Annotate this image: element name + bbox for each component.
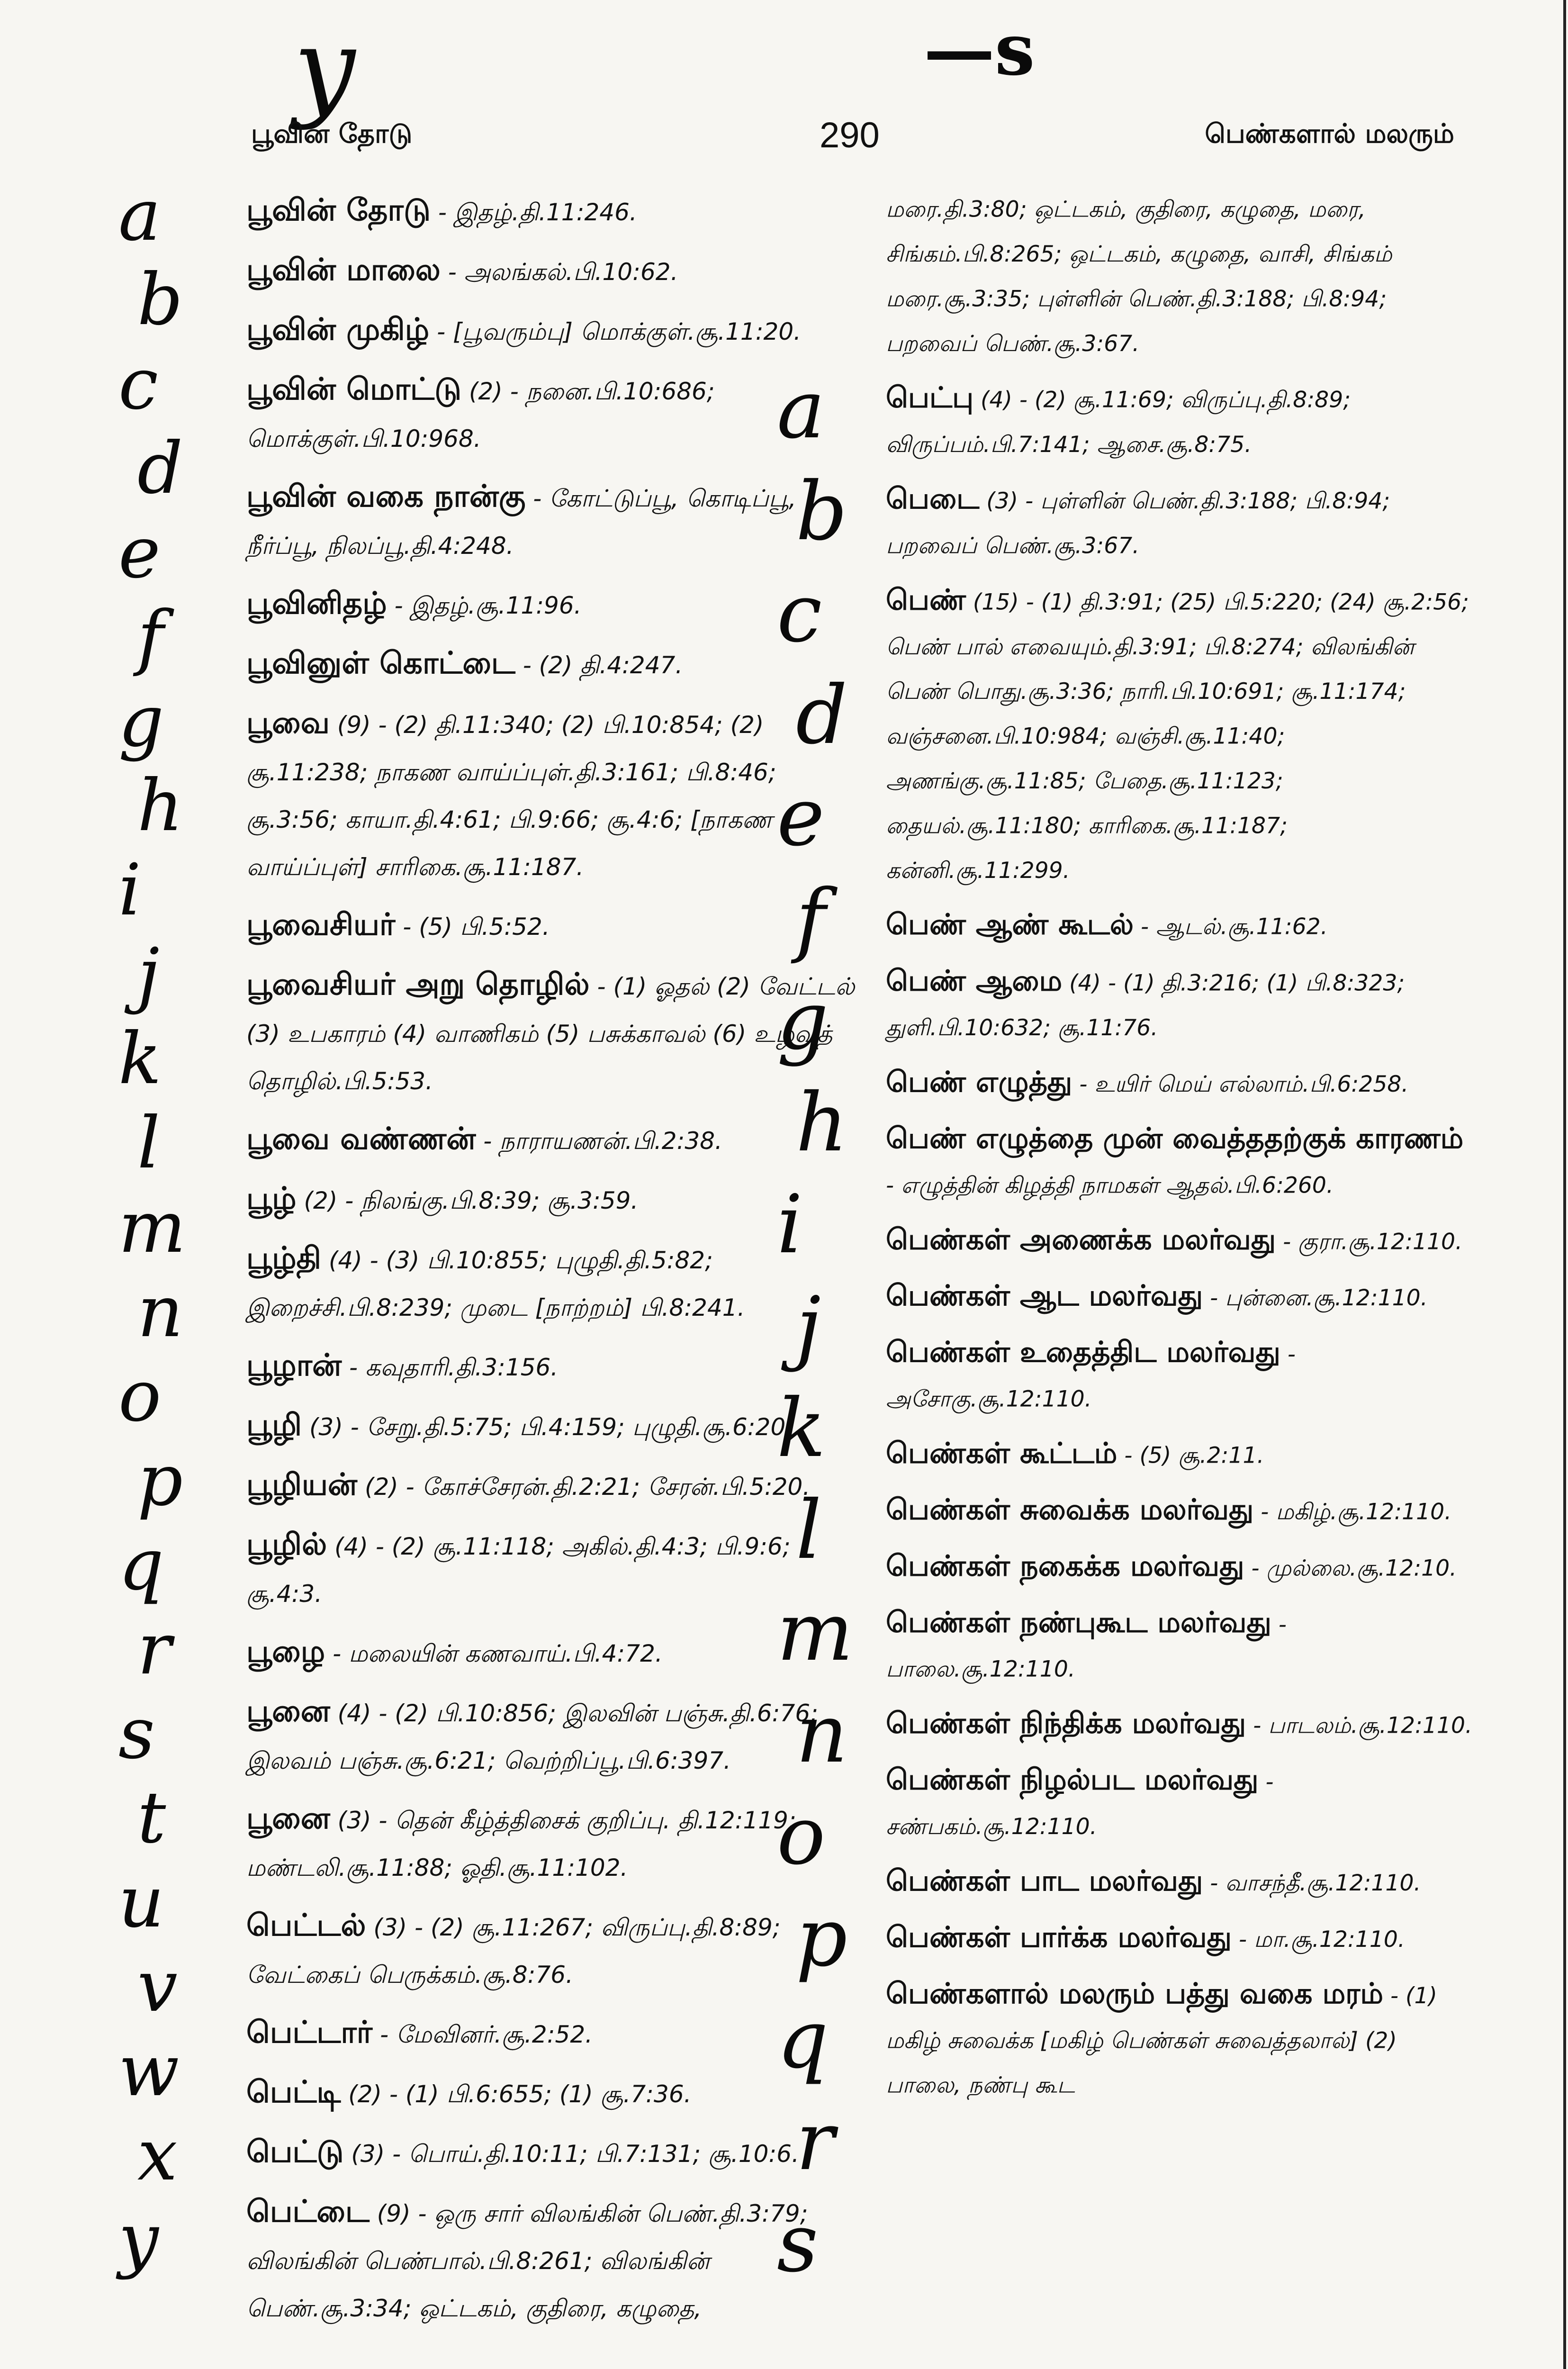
entry-headword: பெண்கள் ஆட மலர்வது <box>886 1279 1203 1313</box>
handwritten-letter: m <box>118 1186 186 1269</box>
dictionary-entry <box>886 190 1473 369</box>
handwritten-letter: i <box>118 849 141 931</box>
dictionary-entry <box>246 2191 862 2335</box>
handwritten-letter: n <box>796 1687 848 1781</box>
dictionary-entry <box>246 2012 862 2061</box>
entry-headword: பெண்களால் மலரும் பத்து வகை மரம் <box>886 1977 1384 2010</box>
entry-definition: - வாசந்தீ.சூ.12:110. <box>1203 1870 1421 1896</box>
handwritten-letter: j <box>137 933 160 1016</box>
entry-definition: (2) - (1) பி.6:655; (1) சூ.7:36. <box>341 2080 692 2108</box>
entry-definition: (2) - கோச்சேரன்.தி.2:21; சேரன்.பி.5:20. <box>357 1473 811 1501</box>
entry-headword: பெட்டல் <box>246 1908 366 1943</box>
handwritten-letter: h <box>796 1076 848 1170</box>
entry-definition: (9) - ஒரு சார் விலங்கின் பெண்.தி.3:79; விலங்கின் பெண்பால்.பி.8:261; விலங்கின் பெண்.சூ.3:34; ஒட்டகம், குதிரை, கழுதை, <box>246 2200 808 2322</box>
entry-definition: - [பூவரும்பு] மொக்குள்.சூ.11:20. <box>429 318 802 345</box>
dictionary-entry <box>886 1333 1473 1424</box>
entry-definition: (3) - புள்ளின் பெண்.தி.3:188; பி.8:94; பறவைப் பெண்.சூ.3:67. <box>886 488 1390 559</box>
dictionary-entry <box>246 1905 862 2001</box>
handwritten-letter: e <box>118 512 161 594</box>
entry-headword: பூவைசியர் <box>246 907 396 942</box>
entry-definition: - கவுதாரி.தி.3:156. <box>342 1354 559 1381</box>
page-edge-rule <box>1563 0 1566 2369</box>
entry-definition: (3) - தென் கீழ்த்திசைக் குறிப்பு. தி.12:119; மண்டலி.சூ.11:88; ஓதி.சூ.11:102. <box>246 1807 796 1881</box>
dictionary-entry <box>246 1238 862 1334</box>
entry-headword: பூவை <box>246 705 330 741</box>
dictionary-entry <box>246 309 862 358</box>
entry-headword: பூவை வண்ணன் <box>246 1121 476 1157</box>
handwritten-letter: w <box>118 2030 180 2112</box>
handwritten-letter: d <box>796 669 847 762</box>
handwritten-letter: o <box>777 1789 826 1883</box>
right-column <box>886 190 1473 2120</box>
entry-definition: - மலையின் கணவாய்.பி.4:72. <box>325 1640 663 1667</box>
handwritten-letter: g <box>777 974 829 1068</box>
entry-definition: - குரா.சூ.12:110. <box>1276 1228 1463 1255</box>
entry-definition: - மகிழ்.சூ.12:110. <box>1253 1499 1452 1525</box>
handwritten-letter: k <box>118 1018 162 1100</box>
entry-definition: (3) - (2) சூ.11:267; விருப்பு.தி.8:89; வேட்கைப் பெருக்கம்.சூ.8:76. <box>246 1914 781 1989</box>
handwritten-letter: s <box>118 1692 155 1775</box>
entry-definition: (9) - (2) தி.11:340; (2) பி.10:854; (2) சூ.11:238; நாகண வாய்ப்புள்.தி.3:161; பி.8:46; சூ.3:56; காயா.தி.4:61; பி.9:66; சூ.4:6; [நாகண வாய்ப்புள்] சாரிகை.சூ.11:187. <box>246 711 776 881</box>
dictionary-entry <box>886 378 1473 470</box>
entry-headword: பெட்பு <box>886 381 974 415</box>
dictionary-entry <box>246 476 862 572</box>
entry-definition: (4) - (2) சூ.11:118; அகில்.தி.4:3; பி.9:6; சூ.4:3. <box>246 1533 791 1608</box>
handwritten-letter: p <box>796 1891 847 1985</box>
handwritten-letter: f <box>137 596 164 678</box>
entry-headword: பெண்கள் அணைக்க மலர்வது <box>886 1223 1276 1257</box>
entry-headword: பூவின் மாலை <box>246 253 441 288</box>
entry-definition: - (1) ஓதல் (2) வேட்டல் (3) உபகாரம் (4) வாணிகம் (5) பசுக்காவல் (6) உழவுத் தொழில்.பி.5:53. <box>246 973 855 1095</box>
entry-definition: - நாராயணன்.பி.2:38. <box>476 1127 722 1155</box>
entry-headword: பெண்கள் சுவைக்க மலர்வது <box>886 1493 1254 1527</box>
dictionary-entry <box>886 961 1473 1053</box>
entry-definition: - சண்பகம்.சூ.12:110. <box>886 1769 1274 1840</box>
entry-headword: பெண் எழுத்தை முன் வைத்ததற்குக் காரணம் <box>886 1122 1464 1156</box>
dictionary-entry <box>886 1276 1473 1323</box>
entry-definition: - ஆடல்.சூ.11:62. <box>1134 913 1328 940</box>
entry-headword: பெண்கள் உதைத்திட மலர்வது <box>886 1336 1280 1369</box>
handwritten-mark-y: y <box>294 5 355 132</box>
entry-headword: பெண்கள் பாட மலர்வது <box>886 1864 1203 1898</box>
handwritten-letter: h <box>137 765 183 847</box>
handwritten-letter: m <box>777 1585 854 1679</box>
running-header <box>0 115 1568 171</box>
entry-definition: மரை.தி.3:80; ஒட்டகம், குதிரை, கழுதை, மரை, சிங்கம்.பி.8:265; ஒட்டகம், கழுதை, வாசி, சிங்கம் மரை.சூ.3:35; புள்ளின் பெண்.தி.3:188; பி.8:94; பறவைப் பெண்.சூ.3:67. <box>886 196 1392 357</box>
dictionary-entry <box>886 1063 1473 1109</box>
entry-headword: பூனை <box>246 1694 330 1729</box>
entry-definition: - (5) சூ.2:11. <box>1117 1442 1264 1468</box>
entry-headword: பூனை <box>246 1801 330 1836</box>
left-column <box>246 190 862 2345</box>
entry-definition: (3) - பொய்.தி.10:11; பி.7:131; சூ.10:6. <box>343 2140 799 2168</box>
entry-headword: பூவினிதழ் <box>246 586 387 621</box>
dictionary-entry <box>246 190 862 239</box>
dictionary-entry <box>886 1434 1473 1480</box>
dictionary-entry <box>246 1404 862 1454</box>
entry-definition: (3) - சேறு.தி.5:75; பி.4:159; புழுதி.சூ.6:20. <box>302 1413 793 1441</box>
handwritten-letter: s <box>777 2197 819 2290</box>
handwritten-mark-dash-s: —s <box>924 8 1035 91</box>
entry-definition: - மேவினர்.சூ.2:52. <box>372 2021 593 2048</box>
dictionary-entry <box>886 905 1473 951</box>
entry-definition: - புன்னை.சூ.12:110. <box>1203 1284 1428 1311</box>
entry-headword: பெண்கள் நிழல்பட மலர்வது <box>886 1763 1259 1797</box>
dictionary-entry <box>246 1178 862 1227</box>
handwritten-letter: b <box>796 465 847 559</box>
handwritten-letter: q <box>118 1524 164 1606</box>
entry-headword: பூவின் தோடு <box>246 193 431 228</box>
entry-headword: பூழில் <box>246 1527 327 1562</box>
dictionary-entry <box>246 1631 862 1680</box>
handwritten-letter: k <box>777 1382 826 1475</box>
handwritten-letter: y <box>118 2198 159 2281</box>
handwritten-letter: v <box>137 1945 178 2028</box>
entry-headword: பெண் <box>886 583 966 617</box>
entry-headword: பெண்கள் நண்புகூட மலர்வது <box>886 1606 1271 1639</box>
entry-definition: (2) - நிலங்கு.பி.8:39; சூ.3:59. <box>296 1187 639 1214</box>
dictionary-entry <box>886 1603 1473 1694</box>
handwritten-letter: d <box>137 427 183 510</box>
dictionary-entry <box>886 1862 1473 1908</box>
entry-headword: பூழான் <box>246 1348 342 1383</box>
header-right-guide-word: பெண்களால் மலரும் <box>1205 118 1454 149</box>
dictionary-entry <box>886 580 1473 895</box>
dictionary-entry <box>886 1220 1473 1266</box>
dictionary-entry <box>246 1789 862 1894</box>
entry-definition: (2) - நனை.பி.10:686; மொக்குள்.பி.10:968. <box>246 378 715 452</box>
entry-headword: பெண்கள் பார்க்க மலர்வது <box>886 1921 1232 1954</box>
handwritten-letter: x <box>137 2114 178 2197</box>
dictionary-entry <box>886 1974 1473 2110</box>
handwritten-letter: p <box>137 1439 183 1522</box>
entry-definition: - (1) மகிழ் சுவைக்க [மகிழ் பெண்கள் சுவைத்தலால்] (2) பாலை, நண்பு கூட <box>886 1982 1437 2098</box>
handwritten-letter: l <box>796 1483 822 1577</box>
handwritten-letter: t <box>137 1777 166 1859</box>
entry-headword: பெடை <box>886 482 980 516</box>
handwritten-letter: a <box>118 174 161 257</box>
entry-definition: (4) - (2) பி.10:856; இலவின் பஞ்சு.தி.6:76; இலவம் பஞ்சு.சூ.6:21; வெற்றிப்பூ.பி.6:397. <box>246 1700 818 1774</box>
entry-headword: பூழ் <box>246 1181 297 1216</box>
handwritten-letter: q <box>777 1993 829 2087</box>
handwritten-letter: j <box>796 1280 821 1374</box>
handwritten-letter: a <box>777 363 825 457</box>
handwritten-letter: r <box>796 2095 835 2188</box>
dictionary-entry <box>246 964 862 1108</box>
entry-definition: (4) - (3) பி.10:855; புழுதி.தி.5:82; இறைச்சி.பி.8:239; முடை [நாற்றம்] பி.8:241. <box>246 1247 745 1321</box>
dictionary-entry <box>886 1119 1473 1211</box>
entry-headword: பெண்கள் கூட்டம் <box>886 1437 1117 1470</box>
entry-definition: - (5) பி.5:52. <box>395 913 550 940</box>
dictionary-entry <box>246 1464 862 1513</box>
dictionary-entry <box>246 583 862 632</box>
entry-headword: பெட்டார் <box>246 2015 373 2050</box>
dictionary-entry <box>246 2071 862 2121</box>
dictionary-entry <box>886 479 1473 571</box>
dictionary-entry <box>246 1687 862 1787</box>
handwritten-letter: u <box>118 1861 164 1944</box>
entry-headword: பெண் ஆமை <box>886 964 1063 998</box>
entry-definition: - அசோகு.சூ.12:110. <box>886 1341 1296 1412</box>
handwritten-letter: f <box>796 872 826 966</box>
entry-definition: - இதழ்.தி.11:246. <box>430 199 637 226</box>
handwritten-letter: i <box>777 1178 803 1272</box>
dictionary-entry <box>246 363 862 465</box>
handwritten-letter: n <box>137 1271 183 1353</box>
entry-definition: (4) - (1) தி.3:216; (1) பி.8:323; துளி.பி.10:632; சூ.11:76. <box>886 970 1405 1041</box>
handwritten-letter: c <box>118 343 159 425</box>
entry-definition: - அலங்கல்.பி.10:62. <box>440 258 678 286</box>
handwritten-letter: l <box>137 1102 160 1184</box>
entry-headword: பூழியன் <box>246 1467 358 1502</box>
handwritten-letter: o <box>118 1355 162 1438</box>
entry-definition: (4) - (2) சூ.11:69; விருப்பு.தி.8:89; விருப்பம்.பி.7:141; ஆசை.சூ.8:75. <box>886 387 1351 458</box>
dictionary-entry <box>886 1704 1473 1750</box>
entry-definition: - (2) தி.4:247. <box>515 651 683 679</box>
entry-definition: - மா.சூ.12:110. <box>1231 1926 1405 1953</box>
entry-definition: (15) - (1) தி.3:91; (25) பி.5:220; (24) சூ.2:56; பெண் பால் எவையும்.தி.3:91; பி.8:274; விலங்கின் பெண் பொது.சூ.3:36; நாரி.பி.10:691; சூ.11:174; வஞ்சனை.பி.10:984; வஞ்சி.சூ.11:40; அணங்கு.சூ.11:85; பேதை.சூ.11:123; தையல்.சூ.11:180; காரிகை.சூ.11:187; கன்னி.சூ.11:299. <box>886 588 1469 884</box>
dictionary-entry <box>886 1918 1473 1964</box>
entry-headword: பூவினுள் கொட்டை <box>246 646 515 681</box>
handwritten-letter: b <box>137 259 183 341</box>
entry-definition: - முல்லை.சூ.12:10. <box>1244 1555 1457 1581</box>
entry-headword: பெண்கள் நிந்திக்க மலர்வது <box>886 1707 1246 1740</box>
entry-headword: பெண் எழுத்து <box>886 1066 1072 1099</box>
dictionary-entry <box>886 1760 1473 1852</box>
entry-headword: பெட்டை <box>246 2194 369 2229</box>
entry-headword: பெட்டு <box>246 2134 344 2170</box>
entry-headword: பூவைசியர் அறு தொழில் <box>246 967 590 1002</box>
dictionary-entry <box>246 1524 862 1620</box>
page-number: 290 <box>820 115 880 155</box>
dictionary-entry <box>246 904 862 953</box>
entry-headword: பூவின் முகிழ் <box>246 312 430 347</box>
dictionary-entry <box>246 1345 862 1394</box>
dictionary-entry <box>246 1118 862 1167</box>
entry-definition: - உயிர் மெய் எல்லாம்.பி.6:258. <box>1072 1071 1409 1097</box>
entry-headword: பெட்டி <box>246 2075 341 2110</box>
entry-definition: - இதழ்.சூ.11:96. <box>387 592 582 619</box>
entry-headword: பூவின் மொட்டு <box>246 372 462 407</box>
dictionary-entry <box>246 702 862 894</box>
entry-headword: பூழ்தி <box>246 1241 322 1276</box>
entry-headword: பெண் ஆண் கூடல் <box>886 908 1134 941</box>
entry-headword: பூழை <box>246 1634 325 1669</box>
dictionary-entry <box>246 642 862 692</box>
header-left-guide-word: பூவின் தோடு <box>251 118 413 149</box>
entry-definition: - பாடலம்.சூ.12:110. <box>1246 1712 1472 1739</box>
entry-definition: - பாலை.சூ.12:110. <box>886 1611 1287 1682</box>
handwritten-letter: e <box>777 770 825 864</box>
entry-headword: பூழி <box>246 1408 302 1443</box>
dictionary-entry <box>246 2131 862 2180</box>
entry-headword: பெண்கள் நகைக்க மலர்வது <box>886 1549 1244 1583</box>
entry-headword: பூவின் வகை நான்கு <box>246 479 526 514</box>
handwritten-letter: g <box>118 680 164 763</box>
entry-definition: - கோட்டுப்பூ, கொடிப்பூ, நீர்ப்பூ, நிலப்பூ.தி.4:248. <box>246 485 796 560</box>
handwritten-letter: r <box>137 1608 171 1691</box>
entry-definition: - எழுத்தின் கிழத்தி நாமகள் ஆதல்.பி.6:260. <box>886 1172 1334 1198</box>
dictionary-entry <box>886 1546 1473 1593</box>
dictionary-entry <box>246 249 862 298</box>
dictionary-entry <box>886 1490 1473 1537</box>
handwritten-letter: c <box>777 567 822 660</box>
